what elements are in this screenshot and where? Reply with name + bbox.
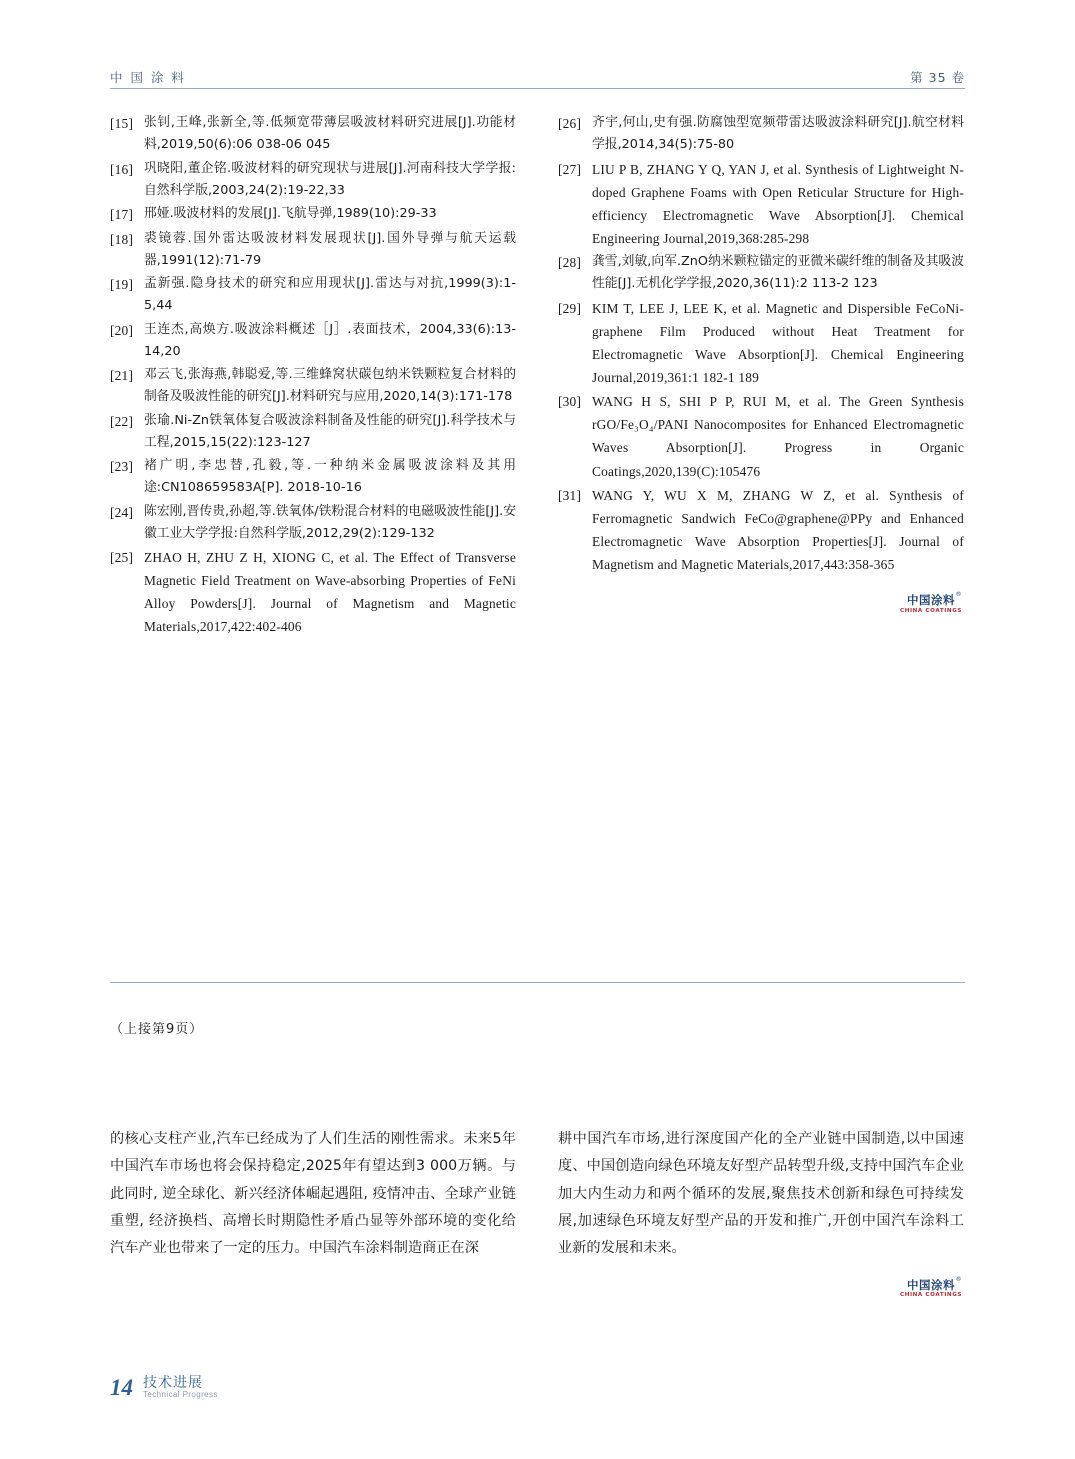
reference-number: [26] <box>558 116 582 131</box>
reference-text: 褚广明,李忠替,孔毅,等.一种纳米金属吸波涂料及其用途:CN108659583A[P]. 2018-10-16 <box>144 458 516 496</box>
reference-item <box>110 364 516 408</box>
reference-text: 邓云飞,张海燕,韩聪爱,等.三维蜂窝状碳包纳米铁颗粒复合材料的制备及吸波性能的研究[J].材料研究与应用,2020,14(3):171-178 <box>144 367 516 405</box>
reference-text: 张瑜.Ni-Zn铁氧体复合吸波涂料制备及性能的研究[J].科学技术与工程,2015,15(22):123-127 <box>144 412 516 450</box>
reference-text: 巩晓阳,董企铭.吸波材料的研究现状与进展[J].河南科技大学学报:自然科学版,2003,24(2):19-22,33 <box>144 160 516 198</box>
reference-text: 裘镜蓉.国外雷达吸波材料发展现状[J].国外导弹与航天运载器,1991(12):71-79 <box>144 230 516 268</box>
reference-number: [15] <box>110 116 134 131</box>
reference-item <box>558 484 964 576</box>
body-paragraph-right: 耕中国汽车市场,进行深度国产化的全产业链中国制造,以中国速度、中国创造向绿色环境友好型产品转型升级,支持中国汽车企业加大内生动力和两个循环的发展,聚焦技术创新和绿色可持续发展,加速绿色环境友好型产品的开发和推广,开创中国汽车涂料工业新的发展和未来。 <box>558 1131 964 1257</box>
page-footer <box>110 1375 218 1401</box>
reference-number: [31] <box>558 488 582 504</box>
reference-number: [19] <box>110 277 134 293</box>
china-coatings-logo <box>898 592 964 618</box>
running-head <box>110 60 965 86</box>
reference-number: [25] <box>110 550 134 566</box>
reference-number: [28] <box>558 255 582 271</box>
logo-registered-mark: ® <box>955 591 962 599</box>
reference-number: [27] <box>558 161 582 177</box>
section-label <box>143 1376 218 1400</box>
lower-article-body <box>110 1126 965 1302</box>
reference-text: WANG Y, WU X M, ZHANG W Z, et al. Synthesis of Ferromagnetic Sandwich FeCo@graphene@PPy and Enhanced Electromagnetic Wave Absorption Properties[J]. Journal of Magnetism and Magnetic Materials,2017,443:358-365 <box>592 488 964 573</box>
reference-item <box>110 410 516 454</box>
reference-item <box>558 112 964 156</box>
references-right-column <box>558 112 964 640</box>
reference-item <box>110 319 516 363</box>
reference-item <box>110 546 516 638</box>
lower-left-column <box>110 1126 516 1302</box>
reference-number: [24] <box>110 504 134 520</box>
reference-item <box>558 158 964 250</box>
reference-item <box>110 228 516 272</box>
reference-number: [23] <box>110 459 134 475</box>
article-separator <box>110 982 965 983</box>
reference-number: [17] <box>110 207 134 222</box>
header-divider <box>110 88 965 89</box>
reference-text: 邢娅.吸波材料的发展[J].飞航导弹,1989(10):29-33 <box>144 206 437 221</box>
references-section <box>110 112 965 640</box>
reference-number: [18] <box>110 231 134 247</box>
reference-number: [30] <box>558 394 582 410</box>
reference-text: 王连杰,高焕方.吸波涂料概述［J］.表面技术，2004,33(6):13-14,20 <box>144 321 516 359</box>
reference-number: [21] <box>110 368 134 384</box>
reference-item <box>110 501 516 545</box>
reference-item <box>110 112 516 156</box>
reference-text: WANG H S, SHI P P, RUI M, et al. The Green Synthesis rGO/Fe₃O₄/PANI Nanocomposites for Enhanced Electromagnetic Waves Absorption[J]. Progress in Organic Coatings,2020,139(C):105476 <box>592 394 964 479</box>
brand-logo-lower-wrap <box>558 1262 964 1302</box>
reference-item <box>558 251 964 295</box>
section-label-cn: 技术进展 <box>143 1375 203 1392</box>
reference-text: 陈宏刚,晋传贵,孙超,等.铁氧体/铁粉混合材料的电磁吸波性能[J].安徽工业大学学报:自然科学版,2012,29(2):129-132 <box>144 503 516 541</box>
reference-text: KIM T, LEE J, LEE K, et al. Magnetic and Dispersible FeCoNi-graphene Film Produced without Heat Treatment for Electromagnetic Wave Absorption[J]. Chemical Engineering Journal,2019,361:1 182-1 189 <box>592 300 964 385</box>
logo-en-text: CHINA COATINGS <box>899 1292 963 1299</box>
reference-text: 孟新强.隐身技术的研究和应用现状[J].雷达与对抗,1999(3):1-5,44 <box>144 276 516 314</box>
section-label-en: Technical Progress <box>143 1390 218 1400</box>
reference-number: [16] <box>110 161 134 177</box>
reference-text: 齐宇,何山,史有强.防腐蚀型宽频带雷达吸波涂料研究[J].航空材料学报,2014,34(5):75-80 <box>592 115 964 152</box>
reference-text: ZHAO H, ZHU Z H, XIONG C, et al. The Effect of Transverse Magnetic Field Treatment on Wave-absorbing Properties of FeNi Alloy Powders[J]. Journal of Magnetism and Magnetic Materials,2017,422:402-406 <box>144 550 516 635</box>
running-head-journal: 中 国 涂 料 <box>110 70 186 85</box>
reference-number: [29] <box>558 300 582 316</box>
reference-item <box>110 273 516 317</box>
reference-item <box>110 158 516 202</box>
lower-right-column <box>558 1126 964 1302</box>
logo-en-text: CHINA COATINGS <box>899 607 963 614</box>
reference-text: LIU P B, ZHANG Y Q, YAN J, et al. Synthesis of Lightweight N-doped Graphene Foams with Open Reticular Structure for High-efficiency Electromagnetic Wave Absorption[J]. Chemical Engineering Journal,2019,368:285-298 <box>592 161 964 246</box>
page-number: 14 <box>110 1375 133 1400</box>
reference-item <box>110 455 516 499</box>
reference-number: [22] <box>110 413 134 429</box>
continued-from-note: （上接第9页） <box>110 1022 204 1037</box>
references-left-column <box>110 112 516 640</box>
running-head-volume: 第 35 卷 <box>910 70 965 85</box>
reference-text: 龚雪,刘敏,向军.ZnO纳米颗粒锚定的亚微米碳纤维的制备及其吸波性能[J].无机化学学报,2020,36(11):2 113-2 123 <box>592 254 964 292</box>
china-coatings-logo <box>898 1276 964 1302</box>
body-paragraph-left: 的核心支柱产业,汽车已经成为了人们生活的刚性需求。未来5年中国汽车市场也将会保持稳定,2025年有望达到3 000万辆。与此同时, 逆全球化、新兴经济体崛起遇阻, 疫情冲击、全球产业链重塑, 经济换档、高增长时期隐性矛盾凸显等外部环境的变化给汽车产业也带来了一定的压力。中国汽车涂料制造商正在深 <box>110 1131 516 1257</box>
logo-cn-text: 中国涂料 ® <box>907 591 962 608</box>
reference-number: [20] <box>110 322 134 338</box>
reference-item <box>558 297 964 389</box>
logo-cn-text: 中国涂料 ® <box>907 1275 962 1292</box>
logo-registered-mark: ® <box>955 1275 962 1283</box>
brand-logo-upper-wrap <box>558 578 964 618</box>
reference-item <box>110 203 516 226</box>
reference-text: 张钊,王峰,张新全,等.低频宽带薄层吸波材料研究进展[J].功能材料,2019,50(6):06 038-06 045 <box>144 115 516 152</box>
reference-item <box>558 390 964 482</box>
